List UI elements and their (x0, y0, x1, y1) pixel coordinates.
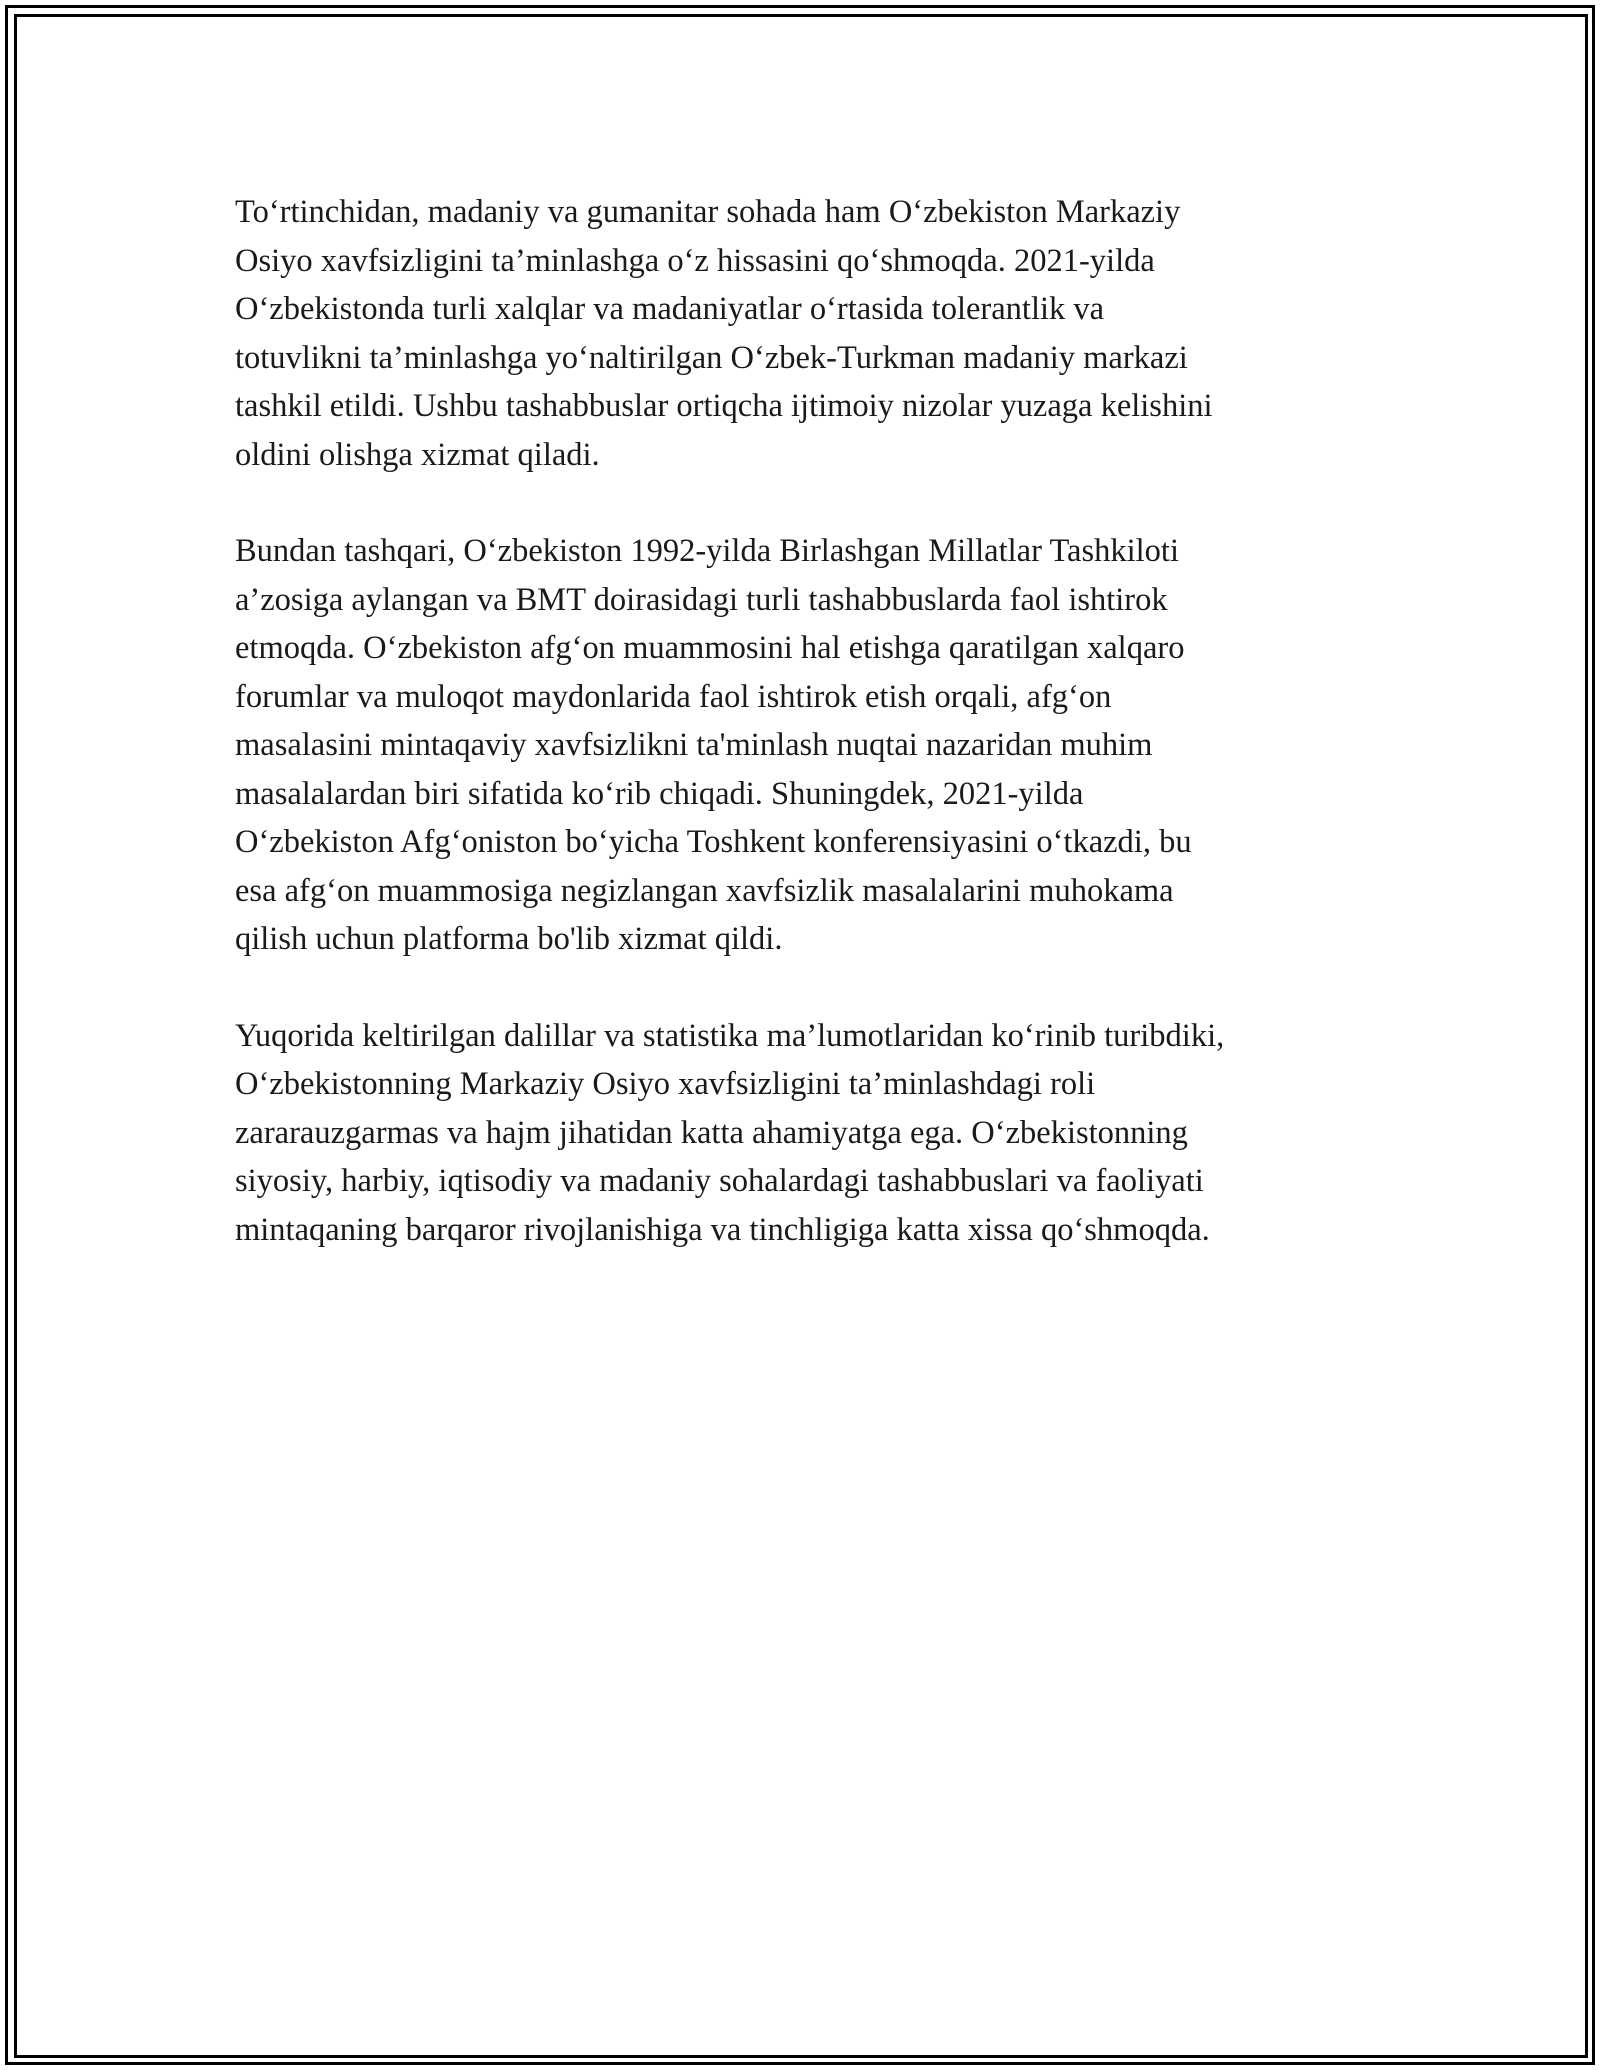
paragraph-line: mintaqaning barqaror rivojlanishiga va tinchligiga katta xissa qo‘shmoqda. (235, 1211, 1210, 1248)
paragraph-line: Yuqorida keltirilgan dalillar va statistika ma’lumotlaridan ko‘rinib turibdiki, (235, 1017, 1225, 1054)
paragraph-line: etmoqda. O‘zbekiston afg‘on muammosini hal etishga qaratilgan xalqaro (235, 630, 1185, 666)
document-body (235, 188, 1375, 1302)
paragraph-line: To‘rtinchidan, madaniy va gumanitar sohada ham O‘zbekiston Markaziy (235, 194, 1181, 230)
paragraph-line: tashkil etildi. Ushbu tashabbuslar ortiqcha ijtimoiy nizolar yuzaga kelishini (235, 388, 1213, 424)
paragraph-line: masalasini mintaqaviy xavfsizlikni ta'minlash nuqtai nazaridan muhim (235, 727, 1153, 763)
paragraph-line: oldini olishga xizmat qiladi. (235, 436, 600, 473)
paragraph-line: qilish uchun platforma bo'lib xizmat qildi. (235, 921, 783, 957)
paragraph-line: forumlar va muloqot maydonlarida faol ishtirok etish orqali, afg‘on (235, 678, 1112, 715)
paragraph-3 (235, 1012, 1375, 1255)
paragraph-1 (235, 188, 1375, 479)
paragraph-line: siyosiy, harbiy, iqtisodiy va madaniy sohalardagi tashabbuslari va faoliyati (235, 1163, 1204, 1199)
paragraph-2 (235, 527, 1375, 964)
paragraph-line: masalalardan biri sifatida ko‘rib chiqadi. Shuningdek, 2021-yilda (235, 775, 1084, 812)
paragraph-line: O‘zbekistonda turli xalqlar va madaniyatlar o‘rtasida tolerantlik va (235, 291, 1105, 327)
paragraph-line: O‘zbekiston Afg‘oniston bo‘yicha Toshkent konferensiyasini o‘tkazdi, bu (235, 824, 1192, 860)
paragraph-line: Bundan tashqari, O‘zbekiston 1992-yilda Birlashgan Millatlar Tashkiloti (235, 533, 1179, 569)
paragraph-line: totuvlikni ta’minlashga yo‘naltirilgan O‘zbek-Turkman madaniy markazi (235, 339, 1188, 376)
paragraph-line: Osiyo xavfsizligini ta’minlashga o‘z hissasini qo‘shmoqda. 2021-yilda (235, 242, 1155, 279)
paragraph-line: zararauzgarmas va hajm jihatidan katta ahamiyatga ega. O‘zbekistonning (235, 1114, 1188, 1151)
paragraph-line: O‘zbekistonning Markaziy Osiyo xavfsizligini ta’minlashdagi roli (235, 1066, 1096, 1102)
paragraph-line: a’zosiga aylangan va BMT doirasidagi turli tashabbuslarda faol ishtirok (235, 581, 1168, 618)
paragraph-line: esa afg‘on muammosiga negizlangan xavfsizlik masalalarini muhokama (235, 872, 1174, 909)
